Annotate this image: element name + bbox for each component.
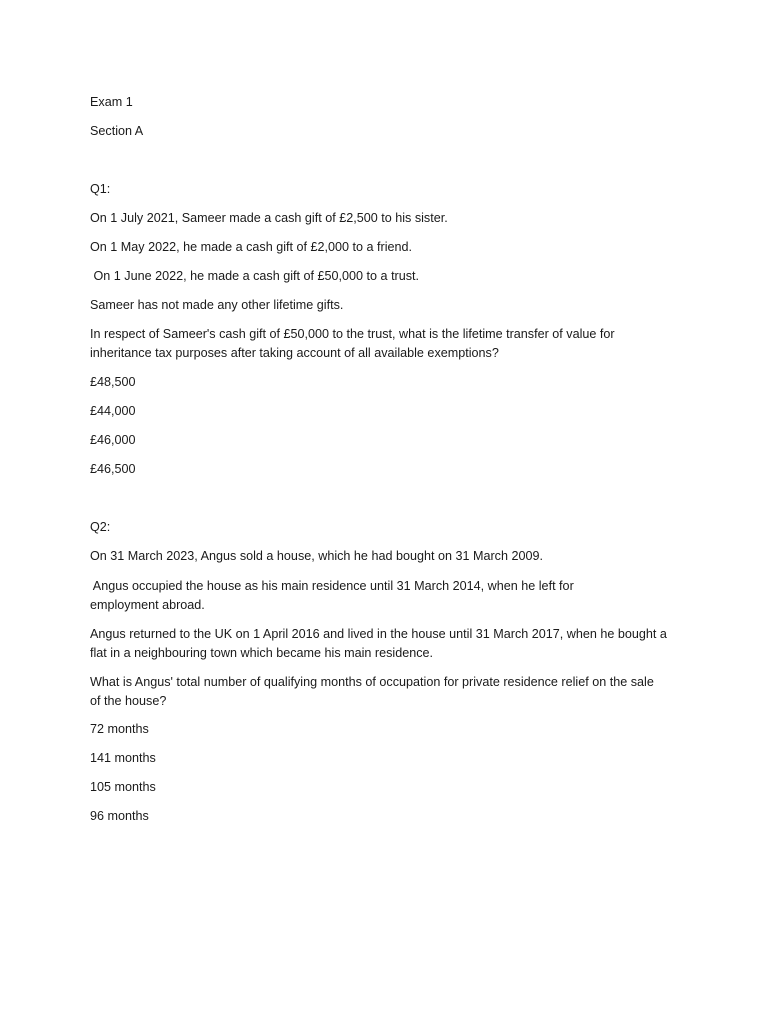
q2-para3-line-1: Angus returned to the UK on 1 April 2016 and lived in the house until 31 March 2017, when he bought a (90, 627, 667, 641)
q2-question (90, 673, 690, 710)
section-title: Section A (90, 124, 144, 138)
q1-question (90, 325, 690, 362)
q2-paragraph-3 (90, 625, 690, 662)
q1-option-b: £44,000 (90, 404, 136, 418)
q1-option-a: £48,500 (90, 375, 136, 389)
q1-line-4: Sameer has not made any other lifetime gifts. (90, 298, 344, 312)
q2-line-1: On 31 March 2023, Angus sold a house, which he had bought on 31 March 2009. (90, 549, 543, 563)
q2-question-line-1: What is Angus' total number of qualifying months of occupation for private residence relief on the sale (90, 675, 654, 689)
q2-label: Q2: (90, 520, 111, 534)
q2-option-a: 72 months (90, 722, 149, 736)
q2-paragraph-2 (90, 577, 690, 614)
exam-title: Exam 1 (90, 95, 133, 109)
q2-para2-line-1: Angus occupied the house as his main residence until 31 March 2014, when he left for (90, 579, 574, 593)
q1-option-c: £46,000 (90, 433, 136, 447)
q2-para3-line-2: flat in a neighbouring town which became his main residence. (90, 645, 434, 660)
q1-label: Q1: (90, 182, 111, 196)
q1-line-1: On 1 July 2021, Sameer made a cash gift of £2,500 to his sister. (90, 211, 448, 225)
q1-line-3: On 1 June 2022, he made a cash gift of £50,000 to a trust. (90, 269, 420, 283)
q1-question-line-1: In respect of Sameer's cash gift of £50,000 to the trust, what is the lifetime transfer of value for (90, 327, 615, 341)
q2-para2-line-2: employment abroad. (90, 597, 205, 612)
q1-line-2: On 1 May 2022, he made a cash gift of £2,000 to a friend. (90, 240, 413, 254)
q1-option-d: £46,500 (90, 462, 136, 476)
q2-question-line-2: of the house? (90, 693, 167, 708)
q1-question-line-2: inheritance tax purposes after taking account of all available exemptions? (90, 345, 499, 360)
q2-option-b: 141 months (90, 751, 156, 765)
q2-option-d: 96 months (90, 809, 149, 823)
q2-option-c: 105 months (90, 780, 156, 794)
